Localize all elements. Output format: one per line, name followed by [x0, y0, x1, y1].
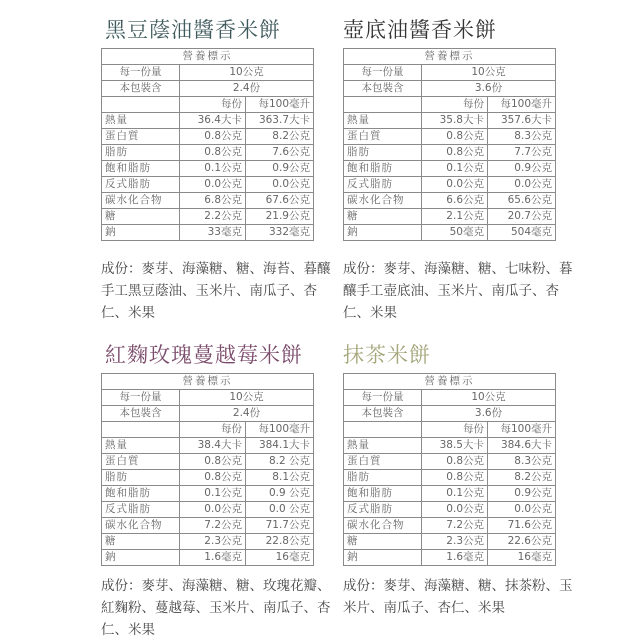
nutrient-rows [344, 438, 556, 566]
nutrition-table [343, 373, 556, 566]
servings-per-package-row [344, 406, 556, 422]
nutrient-row [102, 550, 314, 566]
nutrient-label: 糖 [344, 209, 422, 225]
product-title: 紅麴玫瑰蔓越莓米餅 [105, 343, 303, 367]
nutrient-per-serving: 0.8公克 [422, 129, 488, 145]
nutrient-label: 蛋白質 [344, 129, 422, 145]
serving-size-row [344, 390, 556, 406]
column-header-per-100: 每100毫升 [246, 422, 314, 438]
nutrient-per-100: 0.9 公克 [246, 486, 314, 502]
nutrient-row [344, 129, 556, 145]
nutrient-per-100: 71.6公克 [488, 518, 556, 534]
nutrient-per-100: 8.1公克 [246, 470, 314, 486]
product-title: 黑豆蔭油醬香米餅 [105, 18, 281, 42]
nutrient-per-100: 0.0公克 [488, 502, 556, 518]
nutrient-label: 脂肪 [102, 145, 180, 161]
nutrient-per-serving: 38.5大卡 [422, 438, 488, 454]
nutrient-rows [102, 438, 314, 566]
nutrient-per-serving: 0.8公克 [422, 470, 488, 486]
servings-per-package-row [102, 406, 314, 422]
nutrient-label: 飽和脂肪 [102, 486, 180, 502]
nutrient-label: 碳水化合物 [102, 193, 180, 209]
nutrition-table-header: 營養標示 [102, 49, 314, 65]
nutrition-table [101, 48, 314, 241]
ingredients-text: 成份：麥芽、海藻糖、糖、七味粉、暮釀手工壺底油、玉米片、南瓜子、杏仁、米果 [343, 261, 573, 321]
nutrient-per-100: 0.0公克 [246, 177, 314, 193]
nutrient-label: 蛋白質 [344, 454, 422, 470]
nutrient-label: 糖 [102, 209, 180, 225]
serving-size-row [344, 65, 556, 81]
nutrient-row [344, 454, 556, 470]
nutrition-table [101, 373, 314, 566]
nutrient-per-serving: 2.2公克 [180, 209, 246, 225]
nutrient-label: 飽和脂肪 [102, 161, 180, 177]
nutrient-per-100: 7.7公克 [488, 145, 556, 161]
nutrient-per-100: 71.7公克 [246, 518, 314, 534]
nutrient-per-serving: 50毫克 [422, 225, 488, 241]
nutrient-row [102, 486, 314, 502]
nutrient-label: 脂肪 [344, 145, 422, 161]
nutrient-per-serving: 35.8大卡 [422, 113, 488, 129]
column-header-per-100: 每100毫升 [488, 422, 556, 438]
nutrient-row [102, 209, 314, 225]
servings-value: 3.6份 [422, 81, 556, 97]
nutrient-per-serving: 0.1公克 [180, 486, 246, 502]
serving-size-value: 10公克 [180, 390, 314, 406]
nutrient-per-serving: 0.0公克 [422, 177, 488, 193]
nutrient-row [102, 113, 314, 129]
nutrient-per-serving: 7.2公克 [422, 518, 488, 534]
nutrient-per-100: 21.9公克 [246, 209, 314, 225]
nutrient-per-100: 363.7大卡 [246, 113, 314, 129]
nutrient-per-serving: 0.1公克 [180, 161, 246, 177]
nutrient-per-serving: 0.1公克 [422, 161, 488, 177]
nutrient-per-serving: 0.0公克 [180, 177, 246, 193]
nutrient-per-100: 504毫克 [488, 225, 556, 241]
nutrient-row [344, 145, 556, 161]
column-header-per-serving: 每份 [422, 97, 488, 113]
nutrient-per-serving: 2.3公克 [180, 534, 246, 550]
nutrient-per-100: 384.6大卡 [488, 438, 556, 454]
servings-label: 本包裝含 [344, 81, 422, 97]
nutrient-per-100: 7.6公克 [246, 145, 314, 161]
serving-size-value: 10公克 [422, 390, 556, 406]
nutrition-table-header: 營養標示 [344, 374, 556, 390]
nutrient-row [102, 454, 314, 470]
nutrient-per-100: 22.8公克 [246, 534, 314, 550]
serving-size-label: 每一份量 [102, 65, 180, 81]
nutrition-table-header: 營養標示 [344, 49, 556, 65]
column-header-row [344, 97, 556, 113]
nutrient-per-serving: 0.0公克 [422, 502, 488, 518]
nutrient-per-serving: 6.6公克 [422, 193, 488, 209]
servings-value: 2.4份 [180, 81, 314, 97]
nutrient-per-serving: 38.4大卡 [180, 438, 246, 454]
nutrient-label: 反式脂肪 [102, 177, 180, 193]
column-header-blank [102, 97, 180, 113]
nutrient-row [344, 193, 556, 209]
serving-size-label: 每一份量 [344, 390, 422, 406]
nutrient-per-100: 8.3公克 [488, 129, 556, 145]
nutrient-per-100: 0.9公克 [246, 161, 314, 177]
serving-size-row [102, 65, 314, 81]
nutrient-label: 熱量 [102, 113, 180, 129]
servings-per-package-row [102, 81, 314, 97]
nutrient-label: 鈉 [102, 550, 180, 566]
nutrient-label: 脂肪 [102, 470, 180, 486]
nutrient-per-100: 8.3公克 [488, 454, 556, 470]
servings-label: 本包裝含 [102, 81, 180, 97]
nutrient-label: 糖 [344, 534, 422, 550]
nutrient-per-serving: 0.8公克 [180, 454, 246, 470]
nutrient-label: 飽和脂肪 [344, 161, 422, 177]
nutrient-row [102, 534, 314, 550]
serving-size-label: 每一份量 [344, 65, 422, 81]
nutrient-row [344, 161, 556, 177]
nutrient-label: 熱量 [344, 113, 422, 129]
nutrient-row [102, 177, 314, 193]
nutrient-per-serving: 6.8公克 [180, 193, 246, 209]
nutrient-per-serving: 0.8公克 [422, 145, 488, 161]
nutrition-table-header: 營養標示 [102, 374, 314, 390]
nutrient-row [344, 225, 556, 241]
nutrient-row [344, 177, 556, 193]
nutrient-per-100: 65.6公克 [488, 193, 556, 209]
nutrient-per-100: 8.2公克 [488, 470, 556, 486]
column-header-row [102, 422, 314, 438]
nutrient-label: 碳水化合物 [102, 518, 180, 534]
nutrient-per-serving: 36.4大卡 [180, 113, 246, 129]
serving-size-row [102, 390, 314, 406]
nutrient-per-100: 357.6大卡 [488, 113, 556, 129]
nutrient-per-100: 20.7公克 [488, 209, 556, 225]
nutrient-per-100: 0.0 公克 [246, 502, 314, 518]
nutrient-row [102, 129, 314, 145]
serving-size-value: 10公克 [180, 65, 314, 81]
nutrient-row [344, 438, 556, 454]
nutrient-row [102, 225, 314, 241]
nutrition-header-row [102, 49, 314, 65]
servings-value: 2.4份 [180, 406, 314, 422]
nutrient-row [102, 502, 314, 518]
nutrient-per-100: 8.2 公克 [246, 454, 314, 470]
nutrient-per-100: 0.9公克 [488, 486, 556, 502]
nutrient-row [344, 209, 556, 225]
nutrient-per-serving: 0.8公克 [180, 129, 246, 145]
column-header-blank [344, 97, 422, 113]
nutrient-row [102, 438, 314, 454]
product-title: 抹茶米餅 [343, 343, 431, 367]
nutrient-label: 鈉 [344, 225, 422, 241]
nutrient-per-100: 16毫克 [488, 550, 556, 566]
servings-label: 本包裝含 [102, 406, 180, 422]
nutrient-per-serving: 2.1公克 [422, 209, 488, 225]
nutrient-label: 鈉 [102, 225, 180, 241]
nutrient-label: 碳水化合物 [344, 518, 422, 534]
nutrient-row [102, 161, 314, 177]
column-header-row [344, 422, 556, 438]
servings-value: 3.6份 [422, 406, 556, 422]
ingredients-text: 成份：麥芽、海藻糖、糖、抹茶粉、玉米片、南瓜子、杏仁、米果 [343, 578, 573, 616]
nutrient-rows [344, 113, 556, 241]
nutrient-label: 蛋白質 [102, 129, 180, 145]
nutrient-row [344, 470, 556, 486]
product-panel-2 [343, 18, 583, 321]
column-header-per-100: 每100毫升 [488, 97, 556, 113]
nutrient-label: 反式脂肪 [344, 502, 422, 518]
nutrient-per-100: 0.0公克 [488, 177, 556, 193]
column-header-row [102, 97, 314, 113]
servings-per-package-row [344, 81, 556, 97]
nutrient-row [344, 113, 556, 129]
nutrition-header-row [102, 374, 314, 390]
nutrition-header-row [344, 49, 556, 65]
nutrient-per-100: 67.6公克 [246, 193, 314, 209]
nutrient-per-100: 0.9公克 [488, 161, 556, 177]
product-panel-3 [101, 343, 341, 643]
nutrient-row [102, 193, 314, 209]
nutrition-table [343, 48, 556, 241]
nutrient-row [102, 145, 314, 161]
nutrition-header-row [344, 374, 556, 390]
nutrient-label: 蛋白質 [102, 454, 180, 470]
nutrient-row [344, 486, 556, 502]
column-header-blank [344, 422, 422, 438]
nutrient-row [344, 518, 556, 534]
column-header-per-serving: 每份 [180, 97, 246, 113]
nutrient-row [344, 550, 556, 566]
product-title: 壺底油醬香米餅 [343, 18, 497, 42]
nutrient-per-100: 16毫克 [246, 550, 314, 566]
product-panel-4 [343, 343, 583, 643]
nutrient-rows [102, 113, 314, 241]
nutrient-per-100: 332毫克 [246, 225, 314, 241]
column-header-per-serving: 每份 [180, 422, 246, 438]
nutrient-row [344, 502, 556, 518]
column-header-per-100: 每100毫升 [246, 97, 314, 113]
nutrient-per-serving: 0.8公克 [180, 145, 246, 161]
nutrient-label: 反式脂肪 [344, 177, 422, 193]
serving-size-label: 每一份量 [102, 390, 180, 406]
nutrient-row [102, 470, 314, 486]
nutrient-row [102, 518, 314, 534]
nutrient-per-serving: 0.0公克 [180, 502, 246, 518]
nutrient-per-serving: 33毫克 [180, 225, 246, 241]
column-header-blank [102, 422, 180, 438]
nutrient-row [344, 534, 556, 550]
nutrient-per-100: 8.2公克 [246, 129, 314, 145]
ingredients-text: 成份：麥芽、海藻糖、糖、玫瑰花瓣、紅麴粉、蔓越莓、玉米片、南瓜子、杏仁、米果 [101, 578, 331, 638]
nutrient-label: 反式脂肪 [102, 502, 180, 518]
servings-label: 本包裝含 [344, 406, 422, 422]
nutrient-label: 脂肪 [344, 470, 422, 486]
nutrient-label: 熱量 [344, 438, 422, 454]
nutrient-label: 飽和脂肪 [344, 486, 422, 502]
column-header-per-serving: 每份 [422, 422, 488, 438]
nutrient-per-100: 384.1大卡 [246, 438, 314, 454]
nutrient-per-serving: 0.8公克 [422, 454, 488, 470]
nutrient-label: 熱量 [102, 438, 180, 454]
product-panel-1 [101, 18, 341, 321]
nutrient-per-serving: 2.3公克 [422, 534, 488, 550]
nutrient-label: 碳水化合物 [344, 193, 422, 209]
nutrient-per-serving: 0.1公克 [422, 486, 488, 502]
nutrient-label: 鈉 [344, 550, 422, 566]
nutrient-per-serving: 0.8公克 [180, 470, 246, 486]
nutrient-per-serving: 7.2公克 [180, 518, 246, 534]
nutrient-per-100: 22.6公克 [488, 534, 556, 550]
nutrient-per-serving: 1.6毫克 [180, 550, 246, 566]
nutrient-per-serving: 1.6毫克 [422, 550, 488, 566]
ingredients-text: 成份：麥芽、海藻糖、糖、海苔、暮釀手工黑豆蔭油、玉米片、南瓜子、杏仁、米果 [101, 261, 331, 321]
serving-size-value: 10公克 [422, 65, 556, 81]
nutrient-label: 糖 [102, 534, 180, 550]
